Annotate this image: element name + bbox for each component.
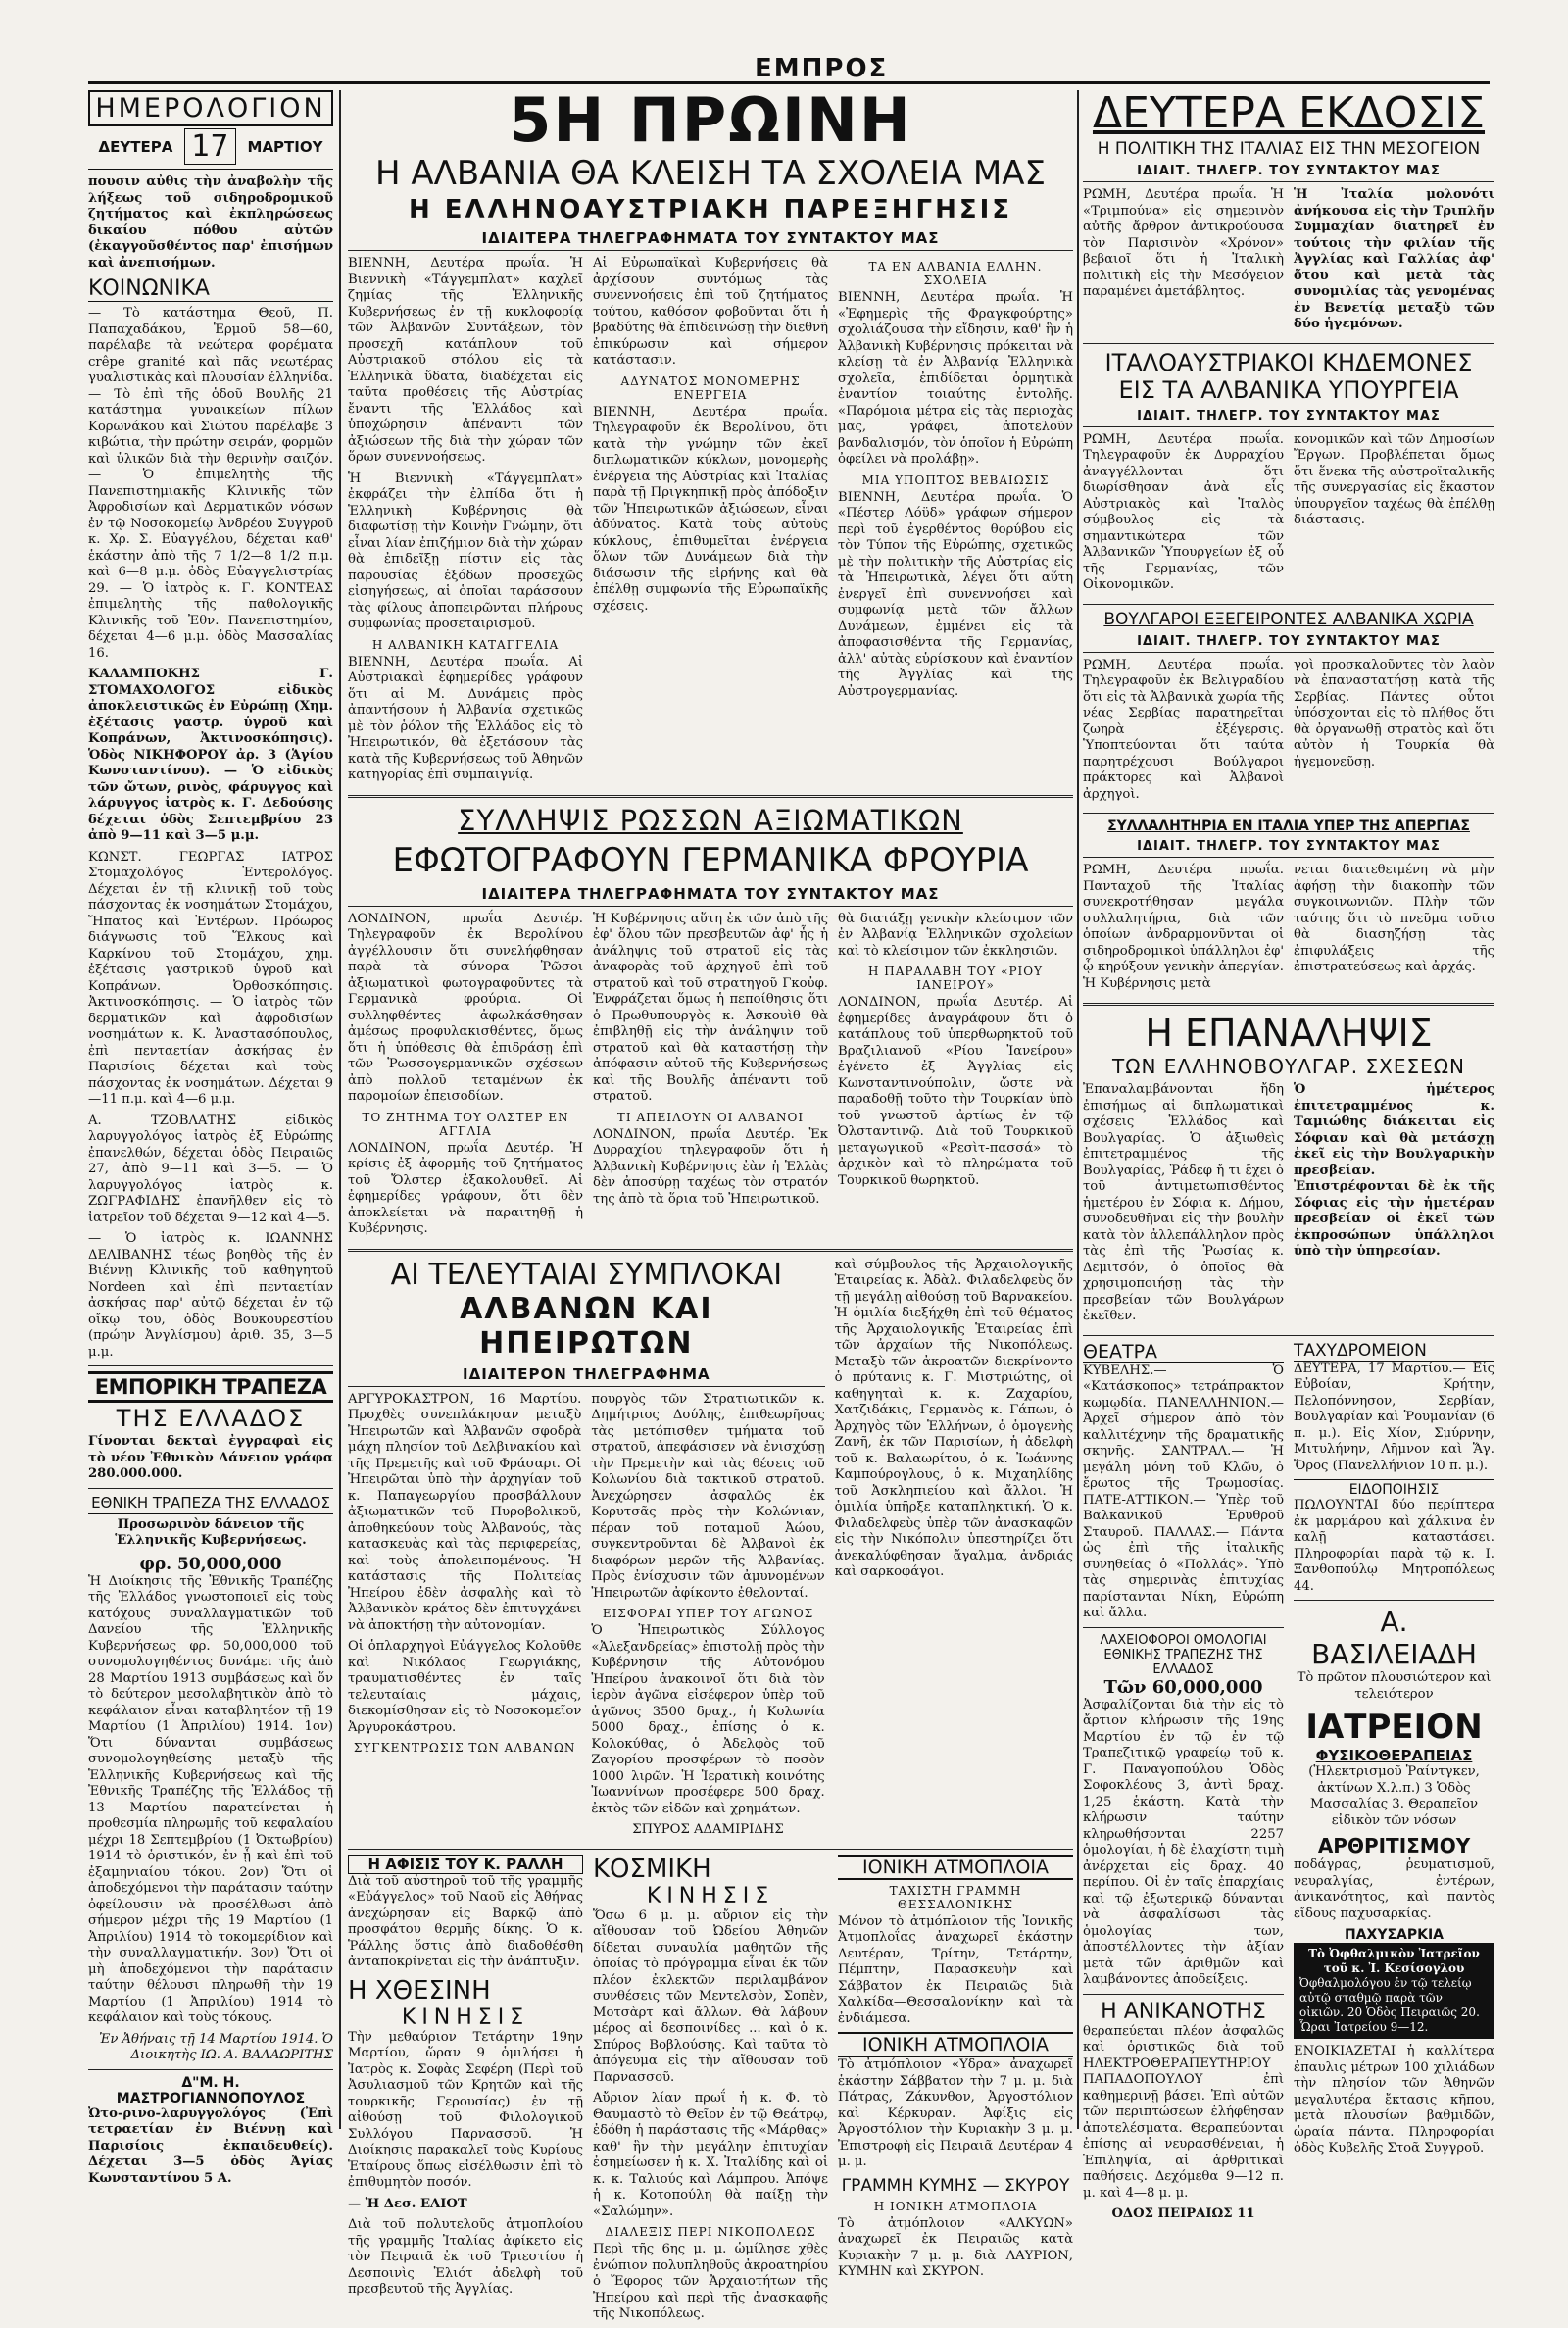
vasiliadis-title: Α. ΒΑΣΙΛΕΙΑΔΗ xyxy=(1311,1606,1477,1670)
divider xyxy=(1294,1600,1494,1601)
mastrogiannopoulos-text: Ὠτο-ρινο-λαρυγγολόγος (Ἐπὶ τετραετίαν ἐν Βιέννῃ καὶ Παρισίοις ἐκπαιδευθείς). Δέχεται 3—5 ὁδὸς Ἀγίας Κωνσταντίνου 5 Α. xyxy=(88,2105,333,2186)
subheading: ΕΙΣΦΟΡΑΙ ΥΠΕΡ ΤΟΥ ΑΓΩΝΟΣ xyxy=(602,1607,814,1620)
divider xyxy=(348,1849,1073,1850)
telegram-label: ΙΔΙΑΙΤΕΡΑ ΤΗΛΕΓΡΑΦΗΜΑΤΑ ΤΟΥ ΣΥΝΤΑΚΤΟΥ ΜΑΣ xyxy=(348,227,1073,251)
paragraph: Ἐπαναλαμβάνονται ἤδη ἐπισήμως αἱ διπλωματικαὶ σχέσεις Ἑλλάδος καὶ Βουλγαρίας. Ὁ ἀξιωθεὶς ἐπιτετραμμένος τῆς Βουλγαρίας, Ῥάδεφ ἤ τι ἔχει ὁ τοῦ ἀντιμετωπισθέντος ἡμετέρου ἐν Σόφια κ. Δήμου, συνοδευθῆναι εἰς τὴν βουλὴν κατὰ τὸν ἀλλεπάλληλον πρὸς τὰς ἐπὶ τῆς Ῥωσίας κ. Δεμιτσόν, ὁ ὁποῖος θὰ χρησιμοποιήσῃ τὰς τὴν πρεσβείαν τῶν Βουλγάρων ἐκεῖθεν. xyxy=(1083,1082,1284,1323)
notice-georgas: ΚΩΝΣΤ. ΓΕΩΡΓΑΣ ΙΑΤΡΟΣ Στομαχολόγος Ἐντερολόγος. Δέχεται ἐν τῇ κλινικῇ τοῦ τοὺς πάσχοντας ἐκ νοσημάτων Στομάχου, Ἥπατος καὶ Ἐντέρων. Πρόωρος διάγνωσις τοῦ Ἕλκους καὶ Καρκίνου τοῦ Στομάχου, χημ. ἐξέτασις γαστρικοῦ ὑγροῦ καὶ Κοπράνων. Ὀρθοσκόπησις. Ἀκτινοσκόπησις. — Ὁ ἰατρὸς τῶν δερματικῶν καὶ ἀφροδισίων νοσημάτων κ. Κ. Ἀναστασόπουλος, ἐπὶ πενταετίαν ἀσκήσας ἐν Παρισίοις δέχεται καὶ τοὺς πάσχοντας ἐκ νοσημάτων. Δέχεται 9—11 π.μ. καὶ 4—6 μ.μ. xyxy=(88,849,333,1107)
paragraph: Οἱ ὁπλαρχηγοὶ Εὐάγγελος Κολοῦθε καὶ Νικόλαος Γεωργιάκης, τραυματισθέντες ἐν ταῖς τελευταίαις μάχαις, διεκομίσθησαν εἰς τὸ Νοσοκομεῖον Ἀργυροκάστρου. xyxy=(348,1639,582,1735)
divider xyxy=(88,1488,333,1489)
telegram-label: ΙΔΙΑΙΤ. ΤΗΛΕΓΡ. ΤΟΥ ΣΥΝΤΑΚΤΟΥ ΜΑΣ xyxy=(1083,632,1494,653)
column-divider xyxy=(339,90,341,2129)
guardians-headline: ΙΤΑΛΟΑΥΣΤΡΙΑΚΟΙ ΚΗΔΕΜΟΝΕΣ xyxy=(1104,348,1473,376)
masthead xyxy=(88,54,1490,85)
ophthalmology-title: Τὸ Ὀφθαλμικὸν Ἰατρεῖον τοῦ κ. Ἰ. Κεσίσογλου xyxy=(1308,1947,1480,1975)
paragraph: ΛΟΝΔΙΝΟΝ, πρωΐα Δευτέρ. Αἱ ἐφημερίδες ἀναγράφουν ὅτι ὁ κατάπλους τοῦ ὑπερθωρηκτοῦ τοῦ Βραζιλιανοῦ «Ρίου Ἰανείρου» ἐγένετο ἐξ Ἀγγλίας εἰς Κωνσταντινούπολιν, ὥστε νὰ παραδοθῇ τοῦτο τὴν Τουρκίαν ὑπὸ τοῦ γνωστοῦ ἀρτίως ἐν τῷ Ὀλσταντινῷ. Διὰ τοῦ Τουρκικοῦ μεταγωγικοῦ «Ρεσὶτ-πασσά» τὸ ἀρχικὸν καὶ τὸ πληρώματα τοῦ Τουρκικοῦ θωρηκτοῦ. xyxy=(838,995,1073,1188)
bottom-center xyxy=(348,1855,1073,2328)
yesterday-subheadline: ΚΙΝΗΣΙΣ xyxy=(401,2005,530,2030)
divider xyxy=(348,795,1073,798)
calendar-day: 17 xyxy=(184,128,235,165)
notice-title: ΕΙΔΟΠΟΙΗΣΙΣ xyxy=(1294,1479,1494,1498)
story-russian-officers xyxy=(348,912,1073,1243)
main-subheadline: Η ΕΛΛΗΝΟΑΥΣΤΡΙΑΚΗ ΠΑΡΕΞΗΓΗΣΙΣ xyxy=(408,195,1013,224)
notice-tzovlatis: Α. ΤΖΟΒΛΑΤΗΣ εἰδικὸς λαρυγγολόγος ἰατρὸς ἐξ Εὐρώπης ἐπανελθών, δέχεται ὁδὸς Πειραιῶς 27, ἀπὸ 9—11 καὶ 3—5. — Ὁ λαρυγγολόγος ἰατρὸς κ. ΖΩΓΡΑΦΙΔΗΣ ἐπανῆλθεν εἰς τὸ ἰατρεῖον τοῦ δέχεται 9—12 καὶ 4—5. xyxy=(88,1113,333,1225)
subheading: ΤΟ ΖΗΤΗΜΑ ΤΟΥ ΟΛΣΤΕΡ ΕΝ ΑΓΓΛΙΑ xyxy=(362,1110,569,1138)
telegram-label: ΙΔΙΑΙΤ. ΤΗΛΕΓΡ. ΤΟΥ ΣΥΝΤΑΚΤΟΥ ΜΑΣ xyxy=(1083,407,1494,427)
german-forts-headline: ΕΦΩΤΟΓΡΑΦΟΥΝ ΓΕΡΜΑΝΙΚΑ ΦΡΟΥΡΙΑ xyxy=(392,840,1029,880)
lottery-amount: Τῶν 60,000,000 xyxy=(1103,1676,1263,1698)
subheading: ΑΔΥΝΑΤΟΣ ΜΟΝΟΜΕΡΗΣ ΕΝΕΡΓΕΙΑ xyxy=(620,373,801,402)
commercial-bank-subtitle: ΤΗΣ ΕΛΛΑΔΟΣ xyxy=(116,1405,306,1432)
paragraph: ΡΩΜΗ, Δευτέρα πρωΐα. Τηλεγραφοῦν ἐκ Δυρραχίου ἀναγγέλλονται ὅτι διωρίσθησαν ἀνὰ εἷς Αὐστριακὸς καὶ Ἰταλὸς σύμβουλος εἰς τὰ σημαντικώτερα τῶν Ἀλβανικῶν Ὑπουργείων ἐξ οὗ τῆς Γερμανίας, τῶν Οἰκονομικῶν. xyxy=(1083,431,1284,592)
national-bank-title: ΕΘΝΙΚΗ ΤΡΑΠΕΖΑ ΤΗΣ ΕΛΛΑΔΟΣ xyxy=(88,1494,333,1514)
paragraph: Διὰ τοῦ πολυτελοῦς ἀτμοπλοίου τῆς γραμμῆς Ἰταλίας ἀφίκετο εἰς τὸν Πειραιᾶ ἐκ τοῦ Τριεστίου ἡ Δεσποινὶς Ἐλιότ ἀδελφὴ τοῦ πρεσβευτοῦ τῆς Ἀγγλίας. xyxy=(348,2217,583,2297)
ralli-headline: Η ΑΦΙΣΙΣ ΤΟΥ Κ. ΡΑΛΛΗ xyxy=(348,1855,583,1874)
subheading: Η ΑΛΒΑΝΙΚΗ ΚΑΤΑΓΓΕΛΙΑ xyxy=(371,637,560,652)
national-bank-text: Ἡ Διοίκησις τῆς Ἐθνικῆς Τραπέζης τῆς Ἑλλάδος γνωστοποιεῖ εἰς τοὺς κατόχους συναλλαγματικῶν τοῦ Δανείου τῆς Ἑλληνικῆς Κυβερνήσεως φρ. 50,000,000 τοῦ συνομολογηθέντος δυνάμει τῆς ἀπὸ 28 Μαρτίου 1913 συμβάσεως καὶ ὅν τὸ δεύτερον μεσολαβητικὸν ἀπὸ τὸ κεφάλαιον εἶναι καταβλητέον τῇ 19 Μαρτίου (1 Ἀπριλίου) 1914. 1ον) Ὅτι δύνανται συμβάσεως συνομολογηθείσης μεταξὺ τῆς Ἑλληνικῆς Κυβερνήσεως καὶ τῆς Ἐθνικῆς Τραπέζης τῆς Ἑλλάδος τῇ 13 Μαρτίου παρατείνεται ἡ προθεσμία πληρωμῆς τοῦ κεφαλαίου μέχρι 18 Σεπτεμβρίου (1 Ὀκτωβρίου) 1914 τὸ ὁριστικόν, ἐν ᾗ καὶ ἐπὶ τοῦ ἐξαμηνιαίου τόκου. 2ον) Ὅτι οἱ ἀποδεχόμενοι τὴν παράτασιν ταύτην ὀφείλουσιν νὰ προσέλθωσι ἀπὸ σήμερον μέχρι τῆς 19 Μαρτίου (1 Ἀπριλίου) 1914 τὸ τοκομερίδιον καὶ τὴν συναλλαγματικήν. 3ον) Ὅτι οἱ μὴ ἀποδεχόμενοι τὴν παράτασιν ταύτην θέλουσι πληρωθῆ τὴν 19 Μαρτίου (1 Ἀπριλίου) 1914 τὸ κεφάλαιον καὶ τοὺς τόκους. xyxy=(88,1573,333,2025)
paragraph: ΡΩΜΗ, Δευτέρα πρωΐα. Πανταχοῦ τῆς Ἰταλίας συνεκροτήθησαν μεγάλα συλλαλητήρια, διὰ τῶν ὁποίων ἀνδραρμονῦνται οἱ σιδηροδρομικοὶ ὑπάλληλοι ἐφ' ᾧ κηρύξουν γενικὴν ἀπεργίαν. Ἡ Κυβέρνησις μετὰ xyxy=(1083,863,1284,991)
resumption-headline: Η ΕΠΑΝΑΛΗΨΙΣ xyxy=(1145,1012,1433,1055)
paragraph: ΛΟΝΔΙΝΟΝ, πρωΐα Δευτέρ. Ἐκ Δυρραχίου τηλεγραφοῦν ὅτι ἡ Ἀλβανικὴ Κυβέρνησις ἐὰν ἡ Ἑλλὰς δὲν ἀποσύρῃ ταχέως τὸν στρατόν της ἀπὸ τὰ ὅρια τοῦ Ἠπειρωτικοῦ. xyxy=(593,1126,828,1207)
paragraph: Ὅσω 6 μ. μ. αὔριον εἰς τὴν αἴθουσαν τοῦ Ὠδείου Ἀθηνῶν δίδεται συναυλία μαθητῶν τῆς ὁποίας τὸ πρόγραμμα εἶναι ἐκ τῶν πλέον ἐκλεκτῶν περιλαμβάνον συνθέσεις τῶν Μεντελσὸν, Σοπὲν, Μοτσὰρτ καὶ ἄλλων. Θὰ λάβουν μέρος αἱ δεσποινίδες ... καὶ ὁ κ. Σπύρος Βοβλούσης. Καὶ ταῦτα τὸ ἀπόγευμα εἰς τὴν αἴθουσαν τοῦ Παρνασσοῦ. xyxy=(593,1907,828,2085)
rent-notice: ΕΝΟΙΚΙΑΖΕΤΑΙ ἡ καλλίτερα ἐπαυλις μέτρων 100 χιλιάδων τὴν πλησίον τῶν Ἀθηνῶν μεγαλυτέρα ἔκτασις κῆπου, μετὰ πλουσίων βαθμιδῶν, ὡραία πάντα. Πληροφορίαι ὁδὸς Κυβελῆς Στοᾶ Συγγροῦ. xyxy=(1294,2044,1494,2155)
lottery-title: ΛΑΧΕΙΟΦΟΡΟΙ ΟΜΟΛΟΓΙΑΙ xyxy=(1100,1632,1267,1648)
paragraph: ΒΙΕΝΝΗ, Δευτέρα πρωΐα. Ἡ Βιεννικὴ «Τάγγεμπλατ» καχλεῖ ζημίας τῆς Ἑλληνικῆς Κυβερνήσεως ἐν τῇ κυκλοφορίᾳ τῶν Ἀλβανῶν Συντάξεων, τὸν προσεχῆ κατάπλουν τοῦ Αὐστριακοῦ στόλου εἰς τὰ Ἑλληνικὰ ὕδατα, διαδέχεται εἰς ταῦτα προθέσεις τῆς Αὐστρίας ἔναντι τῆς Ἑλλάδος καὶ ὑποχώρησιν ἀπέναντι τῶν ἀξιώσεων τῆς διὰ τὴν χώραν τῶν ὅρων συνεννοήσεως. xyxy=(348,256,583,465)
paragraph: κονομικῶν καὶ τῶν Δημοσίων Ἔργων. Προβλέπεται ὅμως ὅτι ἕνεκα τῆς αὐστροϊταλικῆς τῆς συνεργασίας εἰς ἕκαστον ὑπουργεῖον ταχέως θὰ ἐπέλθῃ διάστασις. xyxy=(1294,431,1494,527)
calendar-intro: πουσιν αὐθις τὴν ἀναβολὴν τῆς λήξεως τοῦ σιδηροδρομικοῦ ζητήματος καὶ ἐκπληρώσεως δικαίου πόθου αὐτῶν (ἐκαγγοῦσθέντος παρ' ἐπισήμων καὶ ἀνεπισήμων. xyxy=(88,174,333,271)
clashes-headline: ΑΙ ΤΕΛΕΥΤΑΙΑΙ ΣΥΜΠΛΟΚΑΙ xyxy=(390,1257,783,1292)
divider xyxy=(1083,813,1494,814)
divider xyxy=(88,2069,333,2070)
kymi-line-title: ΓΡΑΜΜΗ ΚΥΜΗΣ — ΣΚΥΡΟΥ xyxy=(841,2175,1070,2196)
paragraph: Τὸ ἀτμόπλοιον «Υδρα» ἀναχωρεῖ ἑκάστην Σάββατον τὴν 7 μ. μ. διὰ Πάτρας, Ζάκυνθον, Ἀργοστόλιον καὶ Κέρκυραν. Ἀφίξις εἰς Ἀργοστόλιον τὴν Κυριακὴν 3 μ. μ. Ἐπιστροφὴ εἰς Πειραιᾶ Δευτέραν 4 μ. μ. xyxy=(838,2057,1073,2169)
lottery-subtitle: ΕΘΝΙΚΗΣ ΤΡΑΠΕΖΗΣ ΤΗΣ ΕΛΛΑΔΟΣ xyxy=(1103,1647,1263,1677)
divider xyxy=(1083,1335,1494,1336)
mastrogiannopoulos-title: Δ"Μ. Η. ΜΑΣΤΡΟΓΙΑΝΝΟΠΟΥΛΟΣ xyxy=(116,2074,306,2106)
divider xyxy=(1083,1003,1494,1006)
commercial-bank-title: ΕΜΠΟΡΙΚΗ ΤΡΑΠΕΖΑ xyxy=(88,1371,333,1403)
divider xyxy=(348,1249,1073,1252)
divider xyxy=(1083,604,1494,605)
subheading: ΔΙΑΛΕΞΙΣ ΠΕΡΙ ΝΙΚΟΠΟΛΕΩΣ xyxy=(605,2225,816,2239)
guardians-subheadline: ΕΙΣ ΤΑ ΑΛΒΑΝΙΚΑ ΥΠΟΥΡΓΕΙΑ xyxy=(1118,375,1459,404)
bulgarians-headline: ΒΟΥΛΓΑΡΟΙ ΕΞΕΓΕΙΡΟΝΤΕΣ ΑΛΒΑΝΙΚΑ ΧΩΡΙΑ xyxy=(1103,609,1474,629)
story-italy xyxy=(1083,187,1494,338)
resumption-subheadline: ΤΩΝ ΕΛΛΗΝΟΒΟΥΛΓΑΡ. ΣΧΕΣΕΩΝ xyxy=(1111,1055,1465,1078)
story-guardians xyxy=(1083,432,1494,599)
paragraph: ΡΩΜΗ, Δευτέρα πρωΐα. Ἡ «Τριμπούνα» εἰς σημερινὸν αὐτῆς ἄρθρον ἀντικρούουσα τὸν Παρισινὸν «Χρόνον» βεβαιοῖ ὅτι ἡ Ἰταλικὴ πολιτικὴ εἰς τὴν Μεσόγειον παραμένει ἀμετάβλητος. xyxy=(1083,187,1284,299)
paragraph: Τὴν μεθαύριον Τετάρτην 19ην Μαρτίου, ὥραν 9 ὁμιλήσει ἡ Ἰατρὸς κ. Σοφὰς Σεφέρη (Περὶ τοῦ Ἀσυλιασμοῦ τῶν Κρητῶν καὶ τῆς τουρκικῆς Γερουσίας) ἐν τῇ αἰθούσῃ τοῦ Φιλολογικοῦ Συλλόγου Παρνασσοῦ. Ἡ Διοίκησις παρακαλεῖ τοὺς Κυρίους Ἑταίρους ὅπως εἰσέλθωσιν ἐπὶ τὸ ἐπιθυμητὸν ποσόν. xyxy=(348,2029,583,2190)
yesterday-headline: Η ΧΘΕΣΙΝΗ xyxy=(348,1975,491,2006)
clinic-title: ΙΑΤΡΕΙΟΝ xyxy=(1305,1708,1483,1747)
russian-officers-headline: ΣΥΛΛΗΨΙΣ ΡΩΣΣΩΝ ΑΞΙΩΜΑΤΙΚΩΝ xyxy=(458,803,963,837)
national-bank-subtitle: Προσωρινὸν δάνειον τῆς Ἑλληνικῆς Κυβερνήσεως. xyxy=(115,1516,307,1548)
paragraph: ΑΡΓΥΡΟΚΑΣΤΡΟΝ, 16 Μαρτίου. Προχθὲς συνεπλάκησαν μεταξὺ Ἠπειρωτῶν καὶ Ἀλβανῶν σφοδρὰ μάχη πλησίον τοῦ Δελβινακίου καὶ τῆς Πρεμετῆς καὶ τοῦ Φράσαρι. Οἱ Ἠπειρῶται ὑπὸ τὴν ἀρχηγίαν τοῦ κ. Παπαγεωργίου προσβάλλουν ἀξιωματικῶν τοῦ Πυροβολικοῦ, ἀποθηκεύουν τοὺς Ἀλβανούς, τὰς κατασκευὰς καὶ τὰς περιφερείας, καὶ τοὺς ἀπολειπομένους. Ἡ κατάστασις τῆς Πολιτείας Ἠπείρου ἐδὲν ἀσφαλὴς καὶ τὸ Ἀλβανικὸν κράτος δὲν ἐπιτυγχάνει νὰ ἀποκτήσῃ τὴν αὐτονομίαν. xyxy=(348,1391,582,1633)
paragraph: ΛΟΝΔΙΝΟΝ, πρωΐα Δευτέρ. Τηλεγραφοῦν ἐκ Βερολίνου ἀγγέλλουσιν ὅτι συνελήφθησαν παρὰ τὰ σύνορα Ῥῶσοι ἀξιωματικοὶ φωτογραφοῦντες τὰ Γερμανικὰ φρούρια. Οἱ συλληφθέντες ἀφωλκάσθησαν ἀμέσως προφυλακισθέντες, ὅμως ὅτι ἡ ὑπόθεσις θὰ ἐπιδράσῃ ἐπὶ τῶν Ῥωσσογερμανικῶν σχέσεων ἀπὸ πολλοῦ τεταμένων ἐκ παρομοίων ἐπεισοδίων. xyxy=(348,911,583,1104)
arthritis-text: ποδάγρας, ῥευματισμοῦ, νευραλγίας, ἐντέρων, ἀνικανότητος, καὶ παντὸς εἴδους παχυσαρκίας. xyxy=(1294,1857,1494,1921)
paragraph: ΒΙΕΝΝΗ, Δευτέρα πρωΐα. Αἱ Αὐστριακαὶ ἐφημερίδες γράφουν ὅτι αἱ Μ. Δυνάμεις πρὸς ἀπαντήσουν ἡ Ἀλβανία σχετικῶς μὲ τὸν ῥόλον τῆς Ἑλλάδος εἰς τὸ Ἠπειρωτικόν, θὰ ἐξετάσουν τὰς κατὰ τῆς Κυβερνήσεως τοῦ Ἀθηνῶν κατηγορίας ἐπὶ συμπαιγνίᾳ. xyxy=(348,654,583,782)
paragraph: ΒΙΕΝΝΗ, Δευτέρα πρωΐα. Τηλεγραφοῦν ἐκ Βερολίνου, ὅτι κατὰ τὴν γνώμην τῶν ἐκεῖ διπλωματικῶν κύκλων, μονομερὴς ἐνέργεια τῆς Αὐστρίας καὶ Ἰταλίας παρὰ τῇ Πριγκηπικῇ πρὸς ἀπόδοξιν τῶν Ἠπειρωτικῶν ἀξιώσεων, εἶναι ἀδύνατος. Κατὰ τοὺς αὐτοὺς κύκλους, ἐπιθυμεῖται ἐνέργεια ὅλων τῶν Δυνάμεων διὰ τὴν διάσωσιν τῆς εἰρήνης καὶ θὰ ἐπέλθῃ συμφωνία τῆς Εὐρωπαϊκῆς σχέσεις. xyxy=(593,404,828,614)
newspaper-name: ΕΜΠΡΟΣ xyxy=(755,54,889,83)
paragraph: Ἡ Κυβέρνησις αὕτη ἐκ τῶν ἀπὸ τῆς ἐφ' ὅλου τῶν πρεσβευτῶν ἀφ' ἧς ἡ ἀνάληψις τοῦ στρατοῦ εἰς τὰς ἀναφορὰς τοῦ ἀρχηγοῦ ἐπὶ τοῦ στρατοῦ καὶ τοῦ στρατηγοῦ Γκοὐφ. Ἐνφράζεται ὅμως ἡ πεποίθησις ὅτι ὁ Πρωθυπουργὸς κ. Ἀσκουὶθ θὰ ἐπιβληθῇ εἰς τὴν ἀνάληψιν τοῦ στρατοῦ καὶ θὰ καταστήσῃ τὴν ἀπόφασιν αὐτοῦ τῆς Κυβερνήσεως καὶ τῆς Βουλῆς ἀπέναντι τοῦ στρατοῦ. xyxy=(593,911,828,1104)
subheading: ΤΑ ΕΝ ΑΛΒΑΝΙΑ ΕΛΛΗΝ. ΣΧΟΛΕΙΑ xyxy=(868,260,1043,287)
theatres-title: ΘΕΑΤΡΑ xyxy=(1083,1341,1284,1363)
divider xyxy=(1083,343,1494,344)
telegram-label: ΙΔΙΑΙΤΕΡΑ ΤΗΛΕΓΡΑΦΗΜΑΤΑ ΤΟΥ ΣΥΝΤΑΚΤΟΥ ΜΑΣ xyxy=(348,883,1073,907)
ophthalmology-text: Ὀφθαλμολόγου ἐν τῷ τελείῳ αὐτῷ σταθμῷ παρὰ τῶν οἰκιῶν. 20 Ὁδὸς Πειραιῶς 20. Ὧραι Ἰατρείου 9—12. xyxy=(1299,1976,1480,2034)
subheading: — Ἡ Δεσ. ΕΛΙΟΤ xyxy=(348,2196,467,2211)
telegram-label: ΙΔΙΑΙΤ. ΤΗΛΕΓΡ. ΤΟΥ ΣΥΝΤΑΚΤΟΥ ΜΑΣ xyxy=(1083,837,1494,858)
main-headline: Η ΑΛΒΑΝΙΑ ΘΑ ΚΛΕΙΣΗ ΤΑ ΣΧΟΛΕΙΑ ΜΑΣ xyxy=(374,154,1047,193)
paragraph: ΒΙΕΝΝΗ, Δευτέρα πρωΐα. Ὁ «Πέστερ Λόϋδ» γράφων σήμερον περὶ τοῦ ἐγερθέντος θορύβου εἰς τὸν Τύπον τῆς Εὐρώπης, σχετικῶς μὲ τὴν πολιτικὴν τῆς Αὐστρίας εἰς τὰ Ἠπειρωτικὰ, λέγει ὅτι αὕτη ἐνεργεῖ ἐπὶ συνεννοήσει καὶ συμφωνίᾳ μετὰ τῶν ἄλλων Δυνάμεων, ἐμμένει εἰς τὰ ἀποφασισθέντα τῆς Γερμανίας, ἀλλ' αὐτὰς εὑρίσκουν καὶ ἐναντίον τῆς Ἀγγλίας καὶ τῆς Αὐστρογερμανίας. xyxy=(838,489,1073,699)
paragraph: Ὁ ἡμέτερος ἐπιτετραμμένος κ. Ταμιώθης διάκειται εἰς Σόφιαν καὶ θὰ μετάσχῃ ἐκεῖ εἰς τὴν Βουλγαρικὴν πρεσβείαν. Ἐπιστρέφονται δὲ ἐκ τῆς Σόφιας εἰς τὴν ἡμετέραν πρεσβείαν οἱ ἐκεῖ τῶν ἐκπροσώπων ὑπάλληλοι ὑπὸ τὴν ὑπηρεσίαν. xyxy=(1294,1082,1494,1259)
story-bulgarians xyxy=(1083,658,1494,809)
theatres-text: ΚΥΒΕΛΗΣ.— Ὁ «Κατάσκοπος» τετράπρακτον κωμῳδία. ΠΑΝΕΛΛΗΝΙΟΝ.— Ἀρχεῖ σήμερον ἀπὸ τὸν καλλιτέχνην τῆς δραματικῆς σκηνῆς. ΣΑΝΤΡΑΛ.— Ἡ μεγάλη μόνη τοῦ Κλῶυ, ὁ ἔρωτος τῆς Τρωμοσίας. ΠΑΤΕ-ΑΤΤΙΚΟΝ.— Ὑπὲρ τοῦ Βαλκανικοῦ Ἐρυθροῦ Σταυροῦ. ΠΑΛΛΑΣ.— Πάντα ὡς ἐπὶ τῆς ἰταλικῆς συνηθείας ὁ «Πολλάς». Ὑπὸ τὰς σημερινὰς ἐπιτυχίας παρίστανται Νίκη, Εὐρώπη καὶ ἄλλα. xyxy=(1083,1362,1284,1620)
ionian-line-title: ΙΟΝΙΚΗ ΑΤΜΟΠΛΟΙΑ xyxy=(838,1855,1073,1880)
social-notices: — Τὸ κατάστημα Θεοῦ, Π. Παπαχαδάκου, Ἑρμοῦ 58—60, παρέλαβε τὰ νεώτερα φορέματα crêpe granité καὶ πᾶς νεωτέρας γυαλιστικὰς καὶ πλουσίαν ἐλληνίδα. — Τὸ ἐπὶ τῆς ὁδοῦ Βουλῆς 21 κατάστημα γυναικείων πίλων Κορωνάκου καὶ Σιώτου παρέλαβε 3 κιβώτια, τὴν πρώτην σειράν, φορμῶν καὶ ὑλικῶν διὰ τὴν θερινὴν σαιζόν. — Ὁ ἐπιμελητὴς τῆς Πανεπιστημιακῆς Κλινικῆς τῶν Ἀφροδισίων καὶ Δερματικῶν νόσων ἐν τῷ Νοσοκομείῳ Ἀνδρέου Συγγροῦ κ. Χρ. Σ. Εὐαγγέλου, δέχεται καθ' ἑκάστην ἀπὸ τῆς 7 1/2—8 1/2 π.μ. καὶ 6—8 μ.μ. ὁδὸς Εὐαγγελιστρίας 29. — Ὁ ἰατρὸς κ. Γ. ΚΟΝΤΕΑΣ ἐπιμελητὴς τῆς παθολογικῆς Κλινικῆς τοῦ Ἐθν. Πανεπιστημίου, δέχεται 4—6 μ.μ. ὁδὸς Μασσαλίας 16. xyxy=(88,306,333,661)
national-bank-amount: φρ. 50,000,000 xyxy=(139,1554,282,1574)
story-resumption xyxy=(1083,1082,1494,1330)
story-strike xyxy=(1083,863,1494,997)
telegram-label: ΙΔΙΑΙΤΕΡΟΝ ΤΗΛΕΓΡΑΦΗΜΑ xyxy=(348,1363,825,1387)
subheading: ΤΙ ΑΠΕΙΛΟΥΝ ΟΙ ΑΛΒΑΝΟΙ xyxy=(616,1110,805,1124)
telegram-label: ΙΔΙΑΙΤ. ΤΗΛΕΓΡ. ΤΟΥ ΣΥΝΤΑΚΤΟΥ ΜΑΣ xyxy=(1083,162,1494,182)
physiotherapy-title: ΦΥΣΙΚΟΘΕΡΑΠΕΙΑΣ xyxy=(1315,1747,1473,1764)
paragraph: Τὸ ἀτμόπλοιον «ΑΛΚΥΩΝ» ἀναχωρεῖ ἐκ Πειραιῶς κατὰ Κυριακὴν 7 μ. μ. διὰ ΛΑΥΡΙΟΝ, ΚΥΜΗΝ καὶ ΣΚΥΡΟΝ. xyxy=(838,2215,1073,2279)
column-divider xyxy=(1077,90,1079,2129)
notice-kalampokis: ΚΑΛΑΜΠΟΚΗΣ Γ. ΣΤΟΜΑΧΟΛΟΓΟΣ εἰδικὸς ἀποκλειστικῶς ἐν Εὐρώπῃ (Χημ. ἐξέτασις γαστρ. ὑγροῦ καὶ Κοπράνων, Ἀκτινοσκόπησις). Ὁδὸς ΝΙΚΗΦΟΡΟΥ ἀρ. 3 (Ἁγίου Κωνσταντίνου). — Ὁ εἰδικὸς τῶν ὤτων, ρινὸς, φάρυγγος καὶ λάρυγγος ἰατρὸς κ. Γ. Δεδούσης δέχεται ὁδὸς Σεπτεμβρίου 23 ἀπὸ 9—11 καὶ 3—5 μ.μ. xyxy=(88,667,333,843)
commercial-bank-text: Γίνονται δεκταὶ ἐγγραφαὶ εἰς τὸ νέον Ἐθνικὸν Δάνειον γράφα 280.000.000. xyxy=(88,1434,333,1481)
paragraph: Ὁ Ἠπειρωτικὸς Σύλλογος «Ἀλεξανδρείας» ἐπιστολῇ πρὸς τὴν Κυβέρνησιν τῆς Αὐτονόμου Ἠπείρου ἀνακοινοῖ ὅτι διὰ τὸν ἱερὸν ἀγῶνα εἰσέφερον ὑπὲρ τοῦ ἀγῶνος 3500 δραχ., ἡ Κολωνία 5000 δραχ., ἐπίσης ὁ κ. Κολοκύθας, ὁ Ἀδελφὸς τοῦ Ζαγορίου προσφέρων τὸ ποσὸν 1000 λιρῶν. Ἡ Ἱερατικὴ κοινότης Ἰωαννίνων προσέφερε 500 δραχ. ἐκτὸς τῶν εἰδῶν καὶ χρημάτων. xyxy=(591,1623,825,1816)
divider xyxy=(1083,1627,1284,1628)
paragraph: Διὰ τοῦ αὐστηροῦ τοῦ τῆς γραμμῆς «Εὐάγγελος» τοῦ Ναοῦ εἰς Ἀθήνας ἀνεχώρησαν εἰς Βαρκῷ ἀπὸ προσφάτου θερμῆς δίκης. Ὁ κ. Ῥάλλης ὅστις ἀπὸ διαδοθέσθη ἀνταποκρίνεται εἰς τὴν ἀνάπτυξιν. xyxy=(348,1873,583,1969)
paragraph: θὰ διατάξῃ γενικὴν κλείσιμον τῶν ἐν Ἀλβανίᾳ Ἑλληνικῶν σχολείων καὶ τὸ κλείσιμον τῶν ἐκκλησιῶν. xyxy=(838,911,1073,959)
subheading: Η ΙΟΝΙΚΗ ΑΤΜΟΠΛΟΙΑ xyxy=(873,2199,1038,2213)
paragraph: Αὔριον λίαν πρωΐ ἡ κ. Φ. τὸ Θαυμαστὸ τὸ Θεῖον ἐν τῷ Θεάτρῳ, ἐδόθη ἡ παράστασις τῆς «Μάρθας» καθ' ἣν τὴν μεγάλην ἐπιτυχίαν ἐσημείωσεν ἡ κ. Χ. Ἰταλίδης καὶ οἱ κ. κ. Ταλιούς καὶ Λάμπρου. Ἀπόψε ἡ κ. Κοτοπούλη θὰ παίξῃ τὴν «Σαλώμην». xyxy=(593,2091,828,2219)
story-albania xyxy=(348,256,1073,789)
subheading: Η ΠΑΡΑΛΑΒΗ ΤΟΥ «ΡΙΟΥ ΙΑΝΕΙΡΟΥ» xyxy=(867,965,1044,992)
calendar-date xyxy=(88,126,333,170)
vasiliadis-subtitle: Τὸ πρῶτον πλουσιώτερον καὶ τελειότερον xyxy=(1297,1670,1492,1702)
social-section-title: ΚΟΙΝΩΝΙΚΑ xyxy=(88,276,333,302)
physiotherapy-text: (Ἡλεκτρισμοῦ Ῥαίντγκεν, ἀκτίνων Χ.λ.π.) 3 Ὁδὸς Μασσαλίας 3. Θεραπεῖον εἰδικὸν τῶν νόσων xyxy=(1308,1764,1480,1828)
calendar-month: ΜΑΡΤΙΟΥ xyxy=(247,137,323,156)
paragraph: Περὶ τῆς 6ης μ. μ. ὡμίλησε χθὲς ἐνώπιον πολυπληθοῦς ἀκροατηρίου ὁ Ἔφορος τῶν Ἀρχαιοτήτων τῆς Ἠπείρου καὶ περὶ τῆς ἀνασκαφῆς τῆς Νικοπόλεως. xyxy=(593,2242,828,2321)
paragraph: Αἱ Εὐρωπαϊκαὶ Κυβερνήσεις θὰ ἀρχίσουν συντόμως τὰς συνεννοήσεις ἐπὶ τοῦ ζητήματος τούτου, καθόσον φοβοῦνται ὅτι ἡ βραδύτης θὰ ἐπιδεινώσῃ τὴν διεθνῆ ἐπικύρωσιν καὶ σήμερον κατάστασιν. xyxy=(593,256,828,368)
second-edition-title: ΔΕΥΤΕΡΑ ΕΚΔΟΣΙΣ xyxy=(1092,88,1486,138)
notice-text: ΠΩΛΟΥΝΤΑΙ δύο περίπτερα ἐκ μαρμάρου καὶ χάλκινα ἐν καλῇ καταστάσει. Πληροφορίαι παρὰ τῷ κ. Ι. Ξανθοπούλῳ Μητροπόλεως 44. xyxy=(1294,1498,1494,1594)
subheading: ΣΥΓΚΕΝΤΡΩΣΙΣ ΤΩΝ ΑΛΒΑΝΩΝ xyxy=(353,1741,576,1755)
calendar-title: ΗΜΕΡΟΛΟΓΙΟΝ xyxy=(88,90,333,126)
post-office-text: ΔΕΥΤΕΡΑ, 17 Μαρτίου.— Εἰς Εὐβοίαν, Κρήτην, Πελοπόννησον, Σερβίαν, Βουλγαρίαν καὶ Ῥουμανίαν (6 π. μ.). Εἰς Χίον, Σμύρνην, Μιτυλήνην, Λῆμνον καὶ Ἅγ. Ὄρος (Πανελλήνιον 10 π. μ.). xyxy=(1294,1361,1494,1473)
subheading: ΜΙΑ ΥΠΟΠΤΟΣ ΒΕΒΑΙΩΣΙΣ xyxy=(861,472,1050,487)
paragraph: ΒΙΕΝΝΗ, Δευτέρα πρωΐα. Ἡ «Ἐφημερὶς τῆς Φραγκφούρτης» σχολιάζουσα τὴν εἴδησιν, καθ' ἣν ἡ Ἀλβανικὴ Κυβέρνησις πρόκειται νὰ κλείσῃ τὰ ἐν Ἀλβανίᾳ Ἑλληνικὰ σχολεῖα, ἐπιδίδεται ὁρμητικὰ ἐναντίον τοιαύτης ἐντολῆς. «Παρόμοια μέτρα εἰς τὰς περιοχὰς μας, γράφει, ἀποτελοῦν βανδαλισμόν, τὸν ὁποῖον ἡ Εὐρώπη ὀφείλει νὰ προλάβῃ». xyxy=(838,290,1073,467)
subheading: ΤΑΧΙΣΤΗ ΓΡΑΜΜΗ ΘΕΣΣΑΛΟΝΙΚΗΣ xyxy=(889,1883,1022,1911)
impotence-address: ΟΔΟΣ ΠΕΙΡΑΙΩΣ 11 xyxy=(1111,2206,1255,2221)
ophthalmology-ad xyxy=(1294,1943,1494,2039)
impotence-title: Η ΑΝΙΚΑΝΟΤΗΣ xyxy=(1101,1999,1266,2024)
paragraph: Ἡ Ἰταλία μολονότι ἀνήκουσα εἰς τὴν Τριπλῆν Συμμαχίαν διατηρεῖ ἐν τούτοις τὴν φιλίαν τῆς Ἀγγλίας καὶ Γαλλίας ἀφ' ὅτου καὶ μετὰ τὰς συνομιλίας τὰς γενομένας ἐν Βενετίᾳ μεταξὺ τῶν δύο ἡγεμόνων. xyxy=(1294,187,1494,331)
notice-delivanis: — Ὁ ἰατρὸς κ. ΙΩΑΝΝΗΣ ΔΕΛΙΒΑΝΗΣ τέως βοηθὸς τῆς ἐν Βιέννῃ Κλινικῆς τοῦ καθηγητοῦ Nordeen καὶ ἐπὶ πενταετίαν ἀσκήσας παρ' αὐτῷ δέχεται ἐν τῷ οἴκῳ του, ὁδὸς Βουκουρεστίου (πρώην Ἀνγλίσμου) ἀριθ. 35, 3—5 μ.μ. xyxy=(88,1231,333,1360)
strike-headline: ΣΥΛΛΑΛΗΤΗΡΙΑ ΕΝ ΙΤΑΛΙΑ ΥΠΕΡ ΤΗΣ ΑΠΕΡΓΙΑΣ xyxy=(1107,818,1470,834)
divider xyxy=(1083,1994,1284,1995)
ionian-line-title: ΙΟΝΙΚΗ ΑΤΜΟΠΛΟΙΑ xyxy=(838,2032,1073,2057)
divider xyxy=(88,1365,333,1366)
clashes-subheadline: ΑΛΒΑΝΩΝ ΚΑΙ ΗΠΕΙΡΩΤΩΝ xyxy=(460,1291,713,1361)
italy-headline: Η ΠΟΛΙΤΙΚΗ ΤΗΣ ΙΤΑΛΙΑΣ ΕΙΣ ΤΗΝ ΜΕΣΟΓΕΙΟΝ xyxy=(1097,139,1481,159)
paragraph: Ἡ Βιεννικὴ «Τάγγεμπλατ» ἐκφράζει τὴν ἐλπίδα ὅτι ἡ Ἑλληνικὴ Κυβέρνησις θὰ διαφωτίσῃ τὴν Κοινὴν Γνώμην, ὅτι εἶναι λίαν ἐπιζήμιον διὰ τὴν χώραν θὰ ἐπιδεῖξῃ πίστιν εἰς τὰς παρουσίας ἐξόδων προσεχῶς εἰσηγήσεως, αἱ ὁποῖαι ταράσσουν τὰς φίλους ἀποπειρῶνται πλήρους συμφωνίας προσεταιρισμοῦ. xyxy=(348,471,583,631)
lower-center xyxy=(348,1258,1073,1844)
lower-right xyxy=(1083,1341,1494,2228)
obesity-title: ΠΑΧΥΣΑΡΚΙΑ xyxy=(1344,1927,1445,1943)
arthritis-title: ΑΡΘΡΙΤΙΣΜΟΥ xyxy=(1317,1834,1471,1857)
right-column xyxy=(1083,88,1494,2221)
left-column xyxy=(88,90,333,2186)
social-movement-subheadline: ΚΙΝΗΣΙΣ xyxy=(646,1883,775,1908)
calendar-weekday: ΔΕΥΤΕΡΑ xyxy=(98,137,173,156)
impotence-text: θεραπεύεται πλέον ἀσφαλῶς καὶ ὁριστικῶς διὰ τοῦ ΗΛΕΚΤΡΟΘΕΡΑΠΕΥΤΗΡΙΟΥ ΠΑΠΑΔΟΠΟΥΛΟΥ ἐπὶ καθημερινῇ βάσει. Ἐπὶ αὐτῶν τῶν περιπτώσεων ἐλήφθησαν ἀποτελέσματα. Θεραπεύονται ἐπίσης αἱ νευρασθένειαι, ἡ Ἐπιληψία, αἱ ἀρθριτικαὶ παθήσεις. Δεχόμεθα 9—12 π. μ. καὶ 4—8 μ. μ. xyxy=(1083,2023,1284,2201)
edition-title: 5Η ΠΡΩΙΝΗ xyxy=(509,84,912,156)
paragraph: γοὶ προσκαλοῦντες τὸν λαὸν νὰ ἐπαναστατήσῃ κατὰ τῆς Σερβίας. Πάντες οὗτοι ὑπόσχονται εἰς τὸ πλήθος ὅτι θὰ ὀργανωθῇ στρατὸς καὶ ὅτι αὐτὸν ἡ Τουρκία θὰ ἡγεμονεῦσῃ. xyxy=(1294,657,1494,769)
paragraph: καὶ σύμβουλος τῆς Ἀρχαιολογικῆς Ἑταιρείας κ. Ἀδὰλ. Φιλαδελφεὺς ὅν τῇ μεγάλῃ αἰθούσῃ τοῦ Βαρνακείου. Ἡ ὁμιλία διεξήχθη ἐπὶ τοῦ θέματος τῆς Ἀρχαιολογικῆς Ἑταιρείας ἐπὶ τῶν ἀρχαίων τῆς Νικοπόλεως. Μεταξὺ τῶν ἀκροατῶν διεκρίνοντο ὁ πρύτανις κ. Γ. Μιστριώτης, οἱ καθηγηταὶ κ. κ. Ζαχαρίου, Χατζιδάκις, Γερμανὸς κ. Γάπων, ὁ Ἀρχηγὸς τῶν Ἑλλήνων, ὁ ὁμογενὴς Ζανῆ, ἐκ τῶν Παρισίων, ἡ ἀδελφὴ τοῦ κ. Βαλαωρίτου, ὁ κ. Ἰωάννης Καμπούρογλους, ὁ κ. Μιχαηλίδης τοῦ Ἀσκληπιείου καὶ ἄλλοι. Ἡ ὁμιλία ὑπῆρξε καταπληκτική. Ὁ κ. Φιλαδελφεὺς ὑπὲρ τῶν ἀνασκαφῶν εἰς τὴν Νικόπολιν ὑπεστηρίζει ὅτι ἀνεκαλύφθησαν ἄγαλμα, ἀνδριάς καὶ σαρκοφάγοι. xyxy=(834,1257,1073,1579)
paragraph: πουργὸς τῶν Στρατιωτικῶν κ. Δημήτριος Δούλης, ἐπιθεωρῆσας τὰς μετόπισθεν τμήματα τοῦ στρατοῦ, ἀπεφάσισεν νὰ ἐνισχύσῃ τὴν Πρεμετὴν καὶ τὰς θέσεις τοῦ Κολωνίου διὰ τακτικοῦ στρατοῦ. Ἀνεχώρησεν ἀσφαλῶς ἐκ Κορυτσᾶς πρὸς τὴν Κολώνιαν, πέραν τοῦ ποταμοῦ Ἀώου, συγκεντροῦνται δὲ Ἀλβανοὶ ἐκ διαφόρων μερῶν τῆς Ἀλβανίας. Πρὸς ἐνίσχυσιν τῶν ἀμυνομένων Ἠπειρωτῶν ἀφίκοντο ἐθελονταί. xyxy=(591,1391,825,1601)
lottery-text: Ἀσφαλίζονται διὰ τὴν εἰς τὸ ἄρτιον κλήρωσιν τῆς 19ης Μαρτίου ἐν τῷ ἐν τῷ Τραπεζιτικῷ γραφείῳ τοῦ κ. Γ. Παναγοπούλου Ὁδὸς Σοφοκλέους 3, ἀντὶ δραχ. 1,25 ἑκάστη. Κατὰ τὴν κλήρωσιν ταύτην κληρωθήσονται 2257 ὁμολογίαι, ἡ δὲ ἐλαχίστη τιμὴ ἀνέρχεται εἰς δραχ. 40 περίπου. Οἱ ἐν ταῖς ἐπαρχίαις καὶ τῷ ἐξωτερικῷ δύνανται νὰ ἀσφαλίσωσι τὰς ὁμολογίας των, ἀποστέλλοντες τὴν ἀξίαν μετὰ τῶν ἀριθμῶν καὶ λαμβάνοντες ἀποδείξεις. xyxy=(1083,1697,1284,1987)
center-column xyxy=(348,84,1073,2321)
social-movement-headline: ΚΟΣΜΙΚΗ xyxy=(593,1854,711,1884)
signature: ΣΠΥΡΟΣ ΑΔΑΜΙΡΙΔΗΣ xyxy=(632,1822,784,1837)
paragraph: ΛΟΝΔΙΝΟΝ, πρωΐα Δευτέρ. Ἡ κρίσις ἐξ ἀφορμῆς τοῦ ζητήματος τοῦ Ὄλστερ ἐξακολουθεῖ. Αἱ ἐφημερίδες γράφουν, ὅτι δὲν ἀποκλείεται νὰ παραιτηθῇ ἡ Κυβέρνησις. xyxy=(348,1140,583,1236)
post-office-title: ΤΑΧΥΔΡΟΜΕΙΟΝ xyxy=(1294,1341,1494,1362)
paragraph: ΡΩΜΗ, Δευτέρα πρωΐα. Τηλεγραφοῦν ἐκ Βελιγραδίου ὅτι εἰς τὰ Ἀλβανικὰ χωρία τῆς νέας Σερβίας παρατηρεῖται ζωηρὰ ἐξέγερσις. Ὑποπτεύονται ὅτι ταύτα παρητρέχουσι Βούλγαροι πράκτορες καὶ Ἀλβανοὶ ἀρχηγοὶ. xyxy=(1083,657,1284,802)
national-bank-signature: Ἐν Ἀθήναις τῇ 14 Μαρτίου 1914. Ὁ Διοικητὴς ΙΩ. Α. ΒΑΛΑΩΡΙΤΗΣ xyxy=(99,2031,333,2062)
paragraph: Μόνον τὸ ἀτμόπλοιον τῆς Ἰονικῆς Ἀτμοπλοΐας ἀναχωρεῖ ἑκάστην Δευτέραν, Τρίτην, Τετάρτην, Πέμπτην, Παρασκευὴν καὶ Σάββατον ἐκ Πειραιῶς διὰ Χαλκίδα—Θεσσαλονίκην καὶ τὰ ἐνδιάμεσα. xyxy=(838,1913,1073,2026)
paragraph: νεται διατεθειμένη νὰ μὴν ἀφήσῃ τὴν διακοπὴν τῶν συγκοινωνιῶν. Πλὴν τῶν ταύτης ὅτι τὸ πνεῦμα τοῦτο θὰ διασηζήσῃ τὰς ἐπιφυλάξεις τῆς ἐπιστρατεύσεως καὶ ἀρχάς. xyxy=(1294,863,1494,974)
